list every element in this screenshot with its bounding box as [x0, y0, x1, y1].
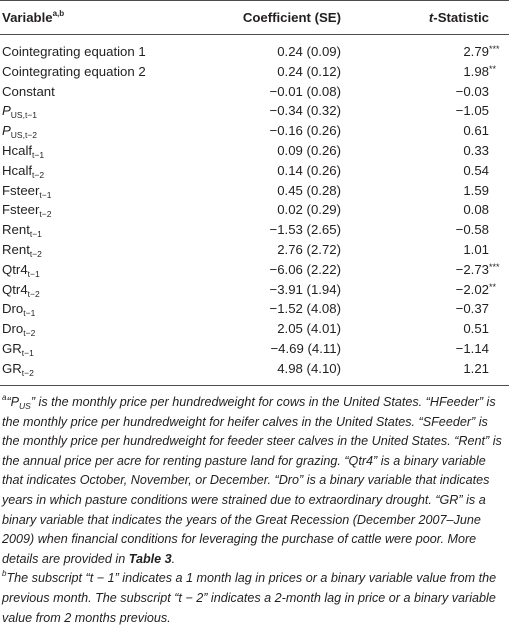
row-coefficient: −1.53 (2.65) [269, 222, 341, 238]
table-row [0, 200, 509, 220]
row-variable [2, 359, 34, 379]
row-t-value: −0.37 [455, 301, 489, 317]
footnote-a [2, 393, 506, 569]
row-variable-subscript: US,t−2 [10, 130, 38, 141]
table-row [0, 42, 509, 62]
row-variable [2, 181, 51, 201]
row-t-statistic: 2.79*** [463, 44, 500, 59]
row-coefficient: −0.34 (0.32) [269, 103, 341, 119]
row-variable-name: Hcalf [2, 142, 33, 158]
row-t-value: 1.59 [463, 182, 489, 198]
header-variable-footnote-marker: a,b [52, 9, 65, 18]
row-coefficient: −4.69 (4.11) [270, 340, 341, 356]
table-row [0, 161, 509, 181]
row-variable-subscript: t−2 [39, 209, 52, 220]
table-row [0, 260, 509, 280]
header-t-statistic [429, 10, 503, 26]
footnote-b [2, 569, 506, 628]
row-variable [2, 339, 34, 359]
row-t-value: 1.21 [463, 360, 489, 376]
row-variable-name: Cointegrating equation 2 [2, 63, 146, 79]
row-variable-subscript: t−2 [21, 367, 34, 378]
row-variable-name: Qtr4 [2, 261, 28, 277]
row-variable-subscript: t−1 [21, 347, 34, 358]
row-t-value: 1.98 [463, 63, 489, 79]
row-variable [2, 121, 37, 141]
row-variable-name: Dro [2, 301, 24, 317]
row-variable-subscript: US,t−1 [10, 110, 38, 121]
footnote-a-p-subscript: US [19, 401, 31, 411]
table-header-rule [0, 34, 509, 35]
row-coefficient: 0.09 (0.26) [277, 142, 341, 158]
table-row [0, 141, 509, 161]
header-variable [2, 10, 64, 26]
row-t-value: −2.02 [455, 281, 489, 297]
row-variable [2, 280, 40, 300]
row-t-statistic [456, 101, 503, 121]
row-coefficient: 0.24 (0.09) [277, 44, 341, 59]
row-t-value: −0.03 [455, 83, 489, 99]
row-variable-subscript: t−1 [27, 268, 40, 279]
table-footnotes [2, 393, 506, 628]
row-variable-name: Constant [2, 83, 55, 99]
table-row [0, 359, 509, 379]
footnote-b-text: The subscript “t − 1” indicates a 1 month lag in prices or a binary variable value from the previous month. The subscript “t − 2” indicates a 2-month lag in price or a binary variable value from 2 months previous. [2, 571, 497, 625]
row-coefficient: −3.91 (1.94) [269, 281, 341, 297]
row-t-statistic [463, 319, 503, 339]
row-variable [2, 260, 40, 280]
table-row [0, 240, 509, 260]
row-t-statistic [456, 220, 503, 240]
row-variable [2, 62, 146, 82]
row-t-value: 1.01 [463, 241, 489, 257]
row-t-statistic: −2.73*** [455, 261, 500, 277]
row-t-statistic [463, 181, 503, 201]
table-row [0, 101, 509, 121]
table-bottom-rule [0, 385, 509, 386]
row-variable-subscript: t−2 [32, 169, 45, 180]
row-t-statistic [463, 121, 503, 141]
row-coefficient: 0.45 (0.28) [277, 182, 341, 198]
row-variable-subscript: t−1 [32, 149, 45, 160]
row-variable-name: P [2, 103, 11, 119]
table-top-rule [0, 0, 509, 1]
row-t-value: −1.14 [455, 340, 489, 356]
row-t-value: 0.33 [463, 142, 489, 158]
row-variable-name: Rent [2, 222, 30, 238]
row-variable-name: GR [2, 340, 22, 356]
row-t-value: −1.05 [455, 103, 489, 119]
row-variable [2, 161, 44, 181]
header-t-rest: -Statistic [433, 10, 489, 25]
row-t-statistic [463, 161, 503, 181]
table-row [0, 181, 509, 201]
footnote-a-marker: a [2, 393, 7, 402]
row-coefficient: 2.05 (4.01) [277, 321, 341, 337]
row-variable-name: Hcalf [2, 162, 33, 178]
table-row [0, 220, 509, 240]
row-coefficient: −1.52 (4.08) [269, 301, 341, 317]
row-t-value: 0.54 [463, 162, 489, 178]
row-variable-name: Cointegrating equation 1 [2, 44, 146, 59]
table-body [0, 42, 509, 379]
row-t-statistic [463, 240, 503, 260]
row-variable-subscript: t−1 [29, 229, 42, 240]
row-variable-subscript: t−2 [29, 248, 42, 259]
table-row [0, 121, 509, 141]
table-row [0, 299, 509, 319]
row-variable [2, 220, 42, 240]
table-row [0, 280, 509, 300]
row-coefficient: −0.16 (0.26) [269, 123, 341, 139]
row-variable-subscript: t−2 [27, 288, 40, 299]
row-variable [2, 82, 55, 102]
row-t-statistic [463, 359, 503, 379]
row-variable-name: P [2, 123, 11, 139]
row-variable-subscript: t−1 [39, 189, 52, 200]
row-coefficient: 0.02 (0.29) [277, 202, 341, 218]
row-variable [2, 200, 51, 220]
header-variable-label: Variable [2, 10, 53, 25]
row-variable-name: Qtr4 [2, 281, 28, 297]
row-coefficient: 2.76 (2.72) [277, 241, 341, 257]
row-coefficient: 0.24 (0.12) [277, 63, 341, 79]
row-t-statistic [463, 141, 503, 161]
footnote-b-marker: b [2, 569, 7, 579]
row-t-statistic [456, 339, 503, 359]
row-t-statistic [463, 200, 503, 220]
row-coefficient: 4.98 (4.10) [277, 360, 341, 376]
row-t-value: 0.51 [463, 321, 489, 337]
row-coefficient: −0.01 (0.08) [269, 83, 341, 99]
header-t-italic: t [428, 10, 434, 25]
footnote-a-p-symbol: “P [6, 395, 20, 409]
table-row [0, 339, 509, 359]
row-variable [2, 42, 146, 62]
row-variable-subscript: t−2 [23, 328, 36, 339]
row-variable-name: Dro [2, 321, 24, 337]
footnote-a-table-link[interactable]: Table 3 [128, 551, 172, 566]
footnote-a-end: . [171, 551, 176, 566]
row-t-statistic [456, 299, 503, 319]
row-t-value: 0.08 [463, 202, 489, 218]
row-variable [2, 319, 35, 339]
table-row [0, 62, 509, 82]
row-variable-name: Fsteer [2, 202, 40, 218]
row-t-value: 0.61 [463, 123, 489, 139]
row-variable [2, 240, 42, 260]
row-t-statistic: −2.02** [455, 281, 497, 297]
row-variable-subscript: t−1 [23, 308, 36, 319]
row-variable-name: Rent [2, 241, 30, 257]
row-coefficient: −6.06 (2.22) [269, 261, 341, 277]
header-coefficient: Coefficient (SE) [242, 10, 341, 25]
row-t-value: 2.79 [463, 44, 489, 59]
row-coefficient: 0.14 (0.26) [277, 162, 341, 178]
row-variable [2, 141, 44, 161]
table-row [0, 319, 509, 339]
row-variable-name: Fsteer [2, 182, 40, 198]
footnote-a-text: ” is the monthly price per hundredweight for cows in the United States. “HFeeder” is the monthly price per hundredweight for heifer calves in the United States. “SFeeder” is the monthly price per hundredweight for feeder steer calves in the United States. “Rent” is the annual price per acre for renting pasture land for grazing. “Qtr4” is a binary variable that indicates October, November, or December. “Dro” is a binary variable that indicates years in which pasture conditions were strained due to extraordinary drought. “GR” is a binary variable that indicates the years of the Great Recession (December 2007–June 2009) when financial conditions for leveraging the purchase of cattle were poor. More details are provided in [2, 395, 502, 566]
row-t-value: −2.73 [455, 261, 489, 277]
table-row [0, 82, 509, 102]
row-variable [2, 101, 37, 121]
row-t-statistic [456, 82, 503, 102]
row-t-statistic: 1.98** [463, 63, 497, 79]
row-t-value: −0.58 [455, 222, 489, 238]
row-variable-name: GR [2, 360, 22, 376]
row-variable [2, 299, 35, 319]
